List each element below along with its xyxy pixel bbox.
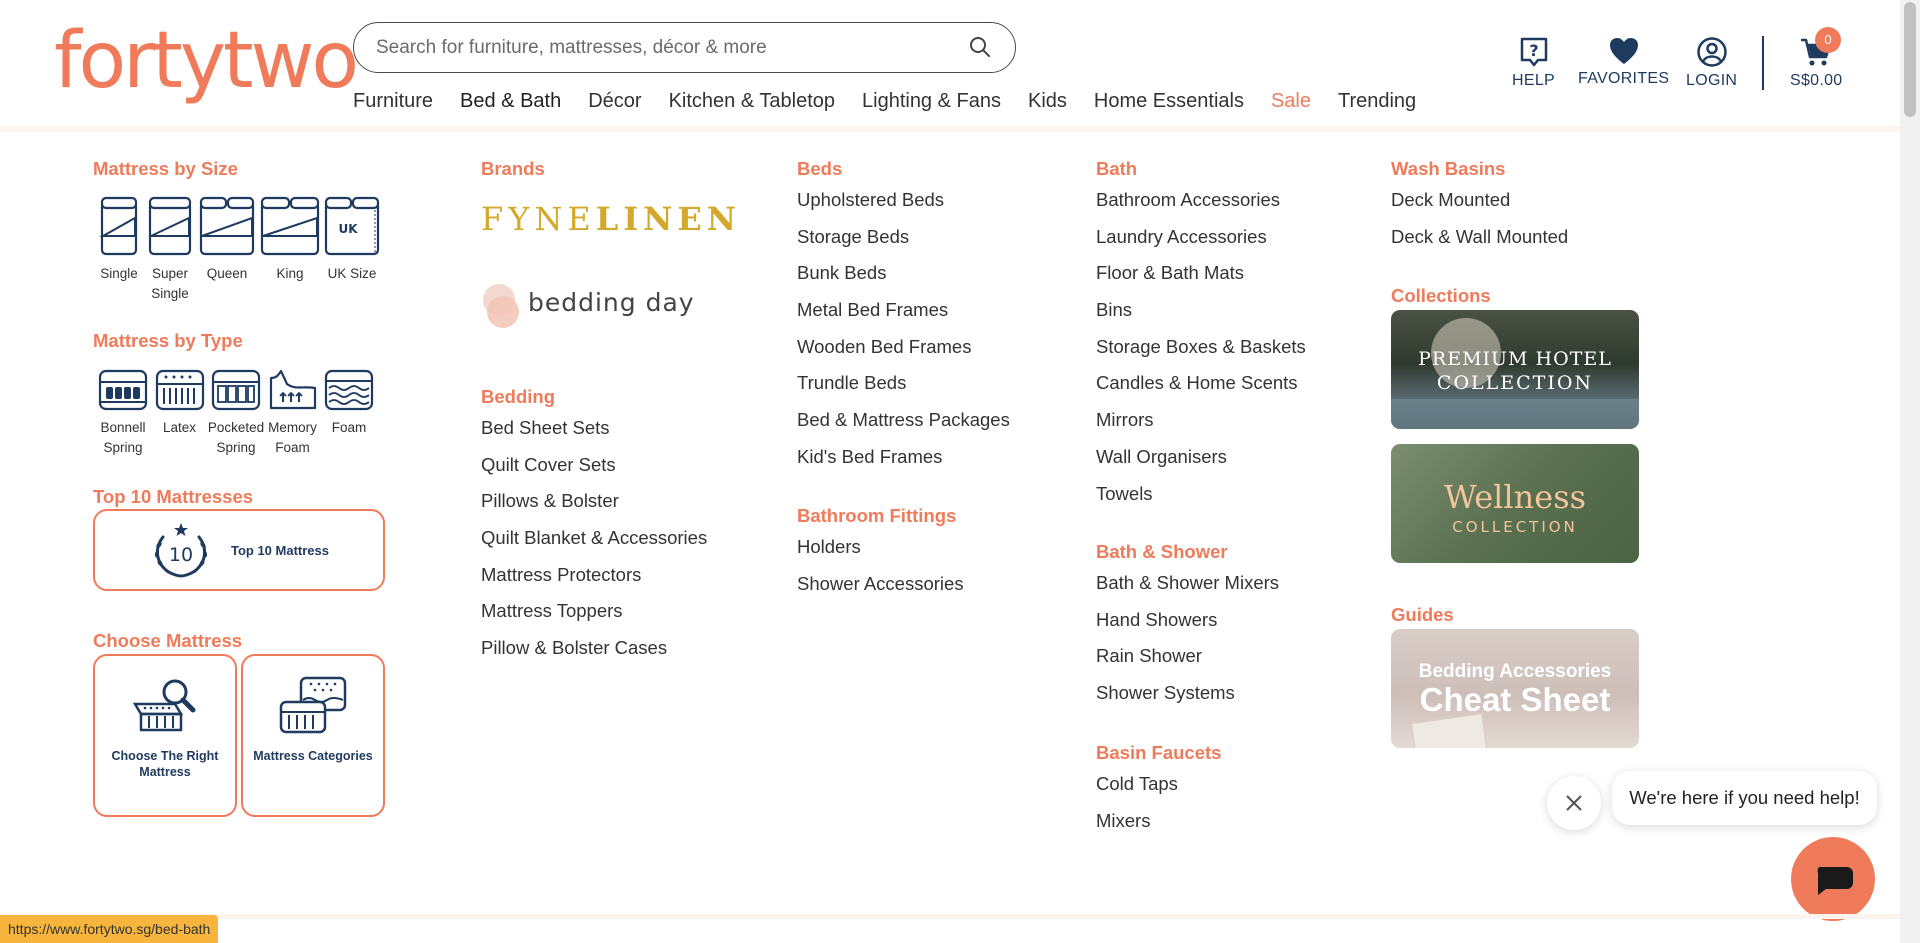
mattress-by-type-section [93, 330, 243, 352]
nav-kids[interactable]: Kids [1027, 90, 1067, 112]
choose-right-mattress-card[interactable] [93, 654, 237, 817]
type-pocketed-spring[interactable] [207, 368, 265, 458]
link-shower-systems[interactable]: Shower Systems [1096, 682, 1235, 704]
help-link[interactable] [1512, 36, 1555, 90]
site-logo[interactable]: fortytwo [54, 16, 357, 106]
header-divider [1762, 36, 1764, 90]
choose-right-mattress-label: Choose The Right Mattress [111, 749, 219, 779]
collections-section [1391, 285, 1491, 307]
link-deck-mounted[interactable]: Deck Mounted [1391, 189, 1511, 210]
memory-foam-icon [267, 368, 319, 412]
link-wooden-bed-frames[interactable]: Wooden Bed Frames [797, 335, 972, 357]
user-icon [1696, 36, 1728, 68]
chat-dismiss-button[interactable] [1547, 776, 1601, 830]
type-latex[interactable] [152, 368, 207, 458]
type-memory-foam[interactable] [265, 368, 320, 458]
link-bath-shower-mixers[interactable]: Bath & Shower Mixers [1096, 572, 1280, 593]
top10-section [93, 486, 253, 508]
top10-number: 10 [168, 544, 194, 566]
wellness-collection-banner[interactable] [1391, 444, 1639, 563]
laurel-badge-icon [149, 519, 213, 581]
cart-total: S$0.00 [1790, 72, 1843, 89]
menu-bottom-border [0, 914, 1900, 919]
search-bar [353, 22, 1016, 73]
fynelinen-logo-a: FYNE [481, 200, 596, 238]
top10-heading[interactable]: Top 10 Mattresses [93, 486, 254, 507]
size-uk-label: UK Size [327, 266, 377, 281]
bedding-heading[interactable]: Bedding [481, 386, 555, 407]
favorites-link[interactable] [1578, 36, 1669, 88]
header-separator [0, 126, 1900, 132]
link-mixers[interactable]: Mixers [1096, 809, 1151, 831]
bathroom-fittings-links [797, 529, 964, 602]
type-bonnell-spring-label: Bonnell Spring [100, 420, 146, 455]
top10-mattress-card[interactable] [93, 509, 385, 591]
chat-prompt-bubble[interactable]: We're here if you need help! [1612, 771, 1877, 825]
link-kids-bed-frames[interactable]: Kid's Bed Frames [797, 445, 943, 467]
banner-pool-shape [1391, 399, 1639, 429]
beds-heading[interactable]: Beds [797, 158, 843, 179]
beds-links [797, 182, 1010, 476]
link-mattress-toppers[interactable]: Mattress Toppers [481, 600, 623, 622]
mattress-type-list [94, 368, 378, 458]
bonnell-spring-icon [97, 368, 149, 412]
bath-section [1096, 158, 1306, 512]
link-deck-wall-mounted[interactable]: Deck & Wall Mounted [1391, 225, 1569, 247]
wash-basins-links [1391, 182, 1568, 255]
king-mattress-icon [259, 196, 321, 258]
bedding-links [481, 410, 707, 667]
guides-heading[interactable]: Guides [1391, 604, 1454, 625]
bath-shower-links [1096, 565, 1279, 712]
search-icon[interactable] [969, 36, 991, 58]
link-shower-accessories[interactable]: Shower Accessories [797, 572, 964, 594]
queen-mattress-icon [198, 196, 256, 258]
link-storage-beds[interactable]: Storage Beds [797, 225, 910, 247]
link-wall-organisers[interactable]: Wall Organisers [1096, 445, 1227, 467]
page-scrollbar[interactable] [1900, 0, 1920, 943]
fynelinen-logo-b: LINEN [595, 200, 742, 238]
chat-bubble-icon [1791, 837, 1875, 921]
type-latex-label: Latex [162, 420, 197, 435]
help-label: HELP [1512, 72, 1555, 89]
chat-open-button[interactable] [1791, 837, 1875, 921]
link-towels[interactable]: Towels [1096, 482, 1153, 504]
premium-hotel-collection-banner[interactable] [1391, 310, 1639, 429]
mattress-categories-card[interactable] [241, 654, 385, 817]
link-laundry-accessories[interactable]: Laundry Accessories [1096, 225, 1267, 247]
nav-kitchen-tabletop[interactable]: Kitchen & Tabletop [668, 90, 835, 112]
pocketed-spring-icon [210, 368, 262, 412]
type-foam-label: Foam [331, 420, 367, 435]
type-pocketed-spring-label: Pocketed Spring [207, 420, 265, 455]
basin-faucets-heading[interactable]: Basin Faucets [1096, 742, 1222, 763]
nav-bed-bath[interactable]: Bed & Bath [460, 90, 562, 112]
link-status-bar: https://www.fortytwo.sg/bed-bath [0, 915, 218, 943]
link-candles-home-scents[interactable]: Candles & Home Scents [1096, 372, 1298, 394]
uk-mattress-icon [323, 196, 381, 258]
fynelinen-logo[interactable] [481, 200, 741, 238]
link-quilt-cover-sets[interactable]: Quilt Cover Sets [481, 453, 616, 475]
size-king[interactable] [258, 196, 322, 304]
link-hand-showers[interactable]: Hand Showers [1096, 608, 1218, 630]
premium-hotel-subtitle: COLLECTION [1436, 372, 1594, 394]
link-trundle-beds[interactable]: Trundle Beds [797, 372, 907, 394]
mattress-by-type-heading[interactable]: Mattress by Type [93, 330, 243, 351]
bath-heading[interactable]: Bath [1096, 158, 1138, 179]
nav-decor[interactable]: Décor [588, 90, 642, 112]
link-storage-boxes-baskets[interactable]: Storage Boxes & Baskets [1096, 335, 1306, 357]
beds-section [797, 158, 1010, 476]
svg-text:?: ? [1528, 41, 1539, 60]
single-mattress-icon [99, 196, 139, 258]
bedding-day-logo[interactable] [481, 280, 695, 337]
bedding-section [481, 386, 707, 667]
latex-icon [154, 368, 206, 412]
size-single-label: Single [100, 266, 138, 281]
nav-sale[interactable]: Sale [1270, 90, 1311, 112]
help-icon [1519, 36, 1549, 68]
bathroom-fittings-section [797, 505, 964, 602]
type-memory-foam-label: Memory Foam [268, 420, 317, 455]
guides-section [1391, 604, 1454, 626]
wellness-subtitle: COLLECTION [1452, 518, 1578, 536]
size-king-label: King [276, 266, 304, 281]
nav-furniture[interactable]: Furniture [353, 90, 434, 112]
type-foam[interactable] [320, 368, 378, 458]
bathroom-fittings-heading[interactable]: Bathroom Fittings [797, 505, 957, 526]
nav-lighting-fans[interactable]: Lighting & Fans [862, 90, 1001, 112]
bath-links [1096, 182, 1306, 512]
mattress-categories-label: Mattress Categories [253, 749, 373, 763]
link-upholstered-beds[interactable]: Upholstered Beds [797, 189, 945, 210]
mattress-size-list [94, 196, 382, 304]
login-link[interactable] [1686, 36, 1737, 90]
cheat-sheet-title: Bedding Accessories [1418, 661, 1612, 682]
link-mirrors[interactable]: Mirrors [1096, 409, 1154, 431]
size-super-single-label: Super Single [151, 266, 189, 301]
choose-mattress-section [93, 630, 242, 652]
nav-home-essentials[interactable]: Home Essentials [1093, 90, 1244, 112]
brands-heading[interactable]: Brands [481, 158, 545, 179]
nav-trending[interactable]: Trending [1337, 90, 1417, 112]
link-quilt-blanket-accessories[interactable]: Quilt Blanket & Accessories [481, 527, 708, 549]
foam-icon [323, 368, 375, 412]
uk-badge: UK [338, 222, 358, 236]
basin-faucets-links [1096, 766, 1221, 839]
main-nav [353, 90, 1443, 113]
super-single-mattress-icon [147, 196, 193, 258]
scrollbar-thumb[interactable] [1904, 2, 1916, 117]
link-bins[interactable]: Bins [1096, 299, 1132, 321]
size-queen-label: Queen [206, 266, 248, 281]
wash-basins-section [1391, 158, 1568, 255]
link-bunk-beds[interactable]: Bunk Beds [797, 262, 887, 284]
link-rain-shower[interactable]: Rain Shower [1096, 645, 1202, 667]
mattress-stack-icon [275, 674, 351, 738]
search-input[interactable] [374, 23, 968, 73]
cart-count-badge: 0 [1815, 27, 1841, 53]
close-icon [1547, 776, 1601, 830]
mattress-by-size-section [93, 158, 238, 180]
size-super-single[interactable] [144, 196, 196, 304]
bath-shower-heading[interactable]: Bath & Shower [1096, 541, 1228, 562]
link-floor-bath-mats[interactable]: Floor & Bath Mats [1096, 262, 1245, 284]
login-label: LOGIN [1686, 72, 1738, 89]
link-bed-mattress-packages[interactable]: Bed & Mattress Packages [797, 409, 1010, 431]
link-cold-taps[interactable]: Cold Taps [1096, 773, 1178, 794]
mattress-search-icon [129, 674, 201, 738]
top10-label: Top 10 Mattress [230, 542, 329, 558]
choose-mattress-heading[interactable]: Choose Mattress [93, 630, 243, 651]
heart-icon [1608, 36, 1640, 66]
brands-section [481, 158, 545, 180]
collections-heading[interactable]: Collections [1391, 285, 1491, 306]
favorites-label: FAVORITES [1578, 70, 1670, 87]
link-bed-sheet-sets[interactable]: Bed Sheet Sets [481, 417, 610, 438]
bath-shower-section [1096, 541, 1279, 712]
type-bonnell-spring[interactable] [94, 368, 152, 458]
mattress-by-size-heading[interactable]: Mattress by Size [93, 158, 238, 179]
cheat-sheet-subtitle: Cheat Sheet [1419, 681, 1611, 718]
bedding-cheat-sheet-banner[interactable] [1391, 629, 1639, 748]
link-holders[interactable]: Holders [797, 536, 861, 557]
link-pillows-bolster[interactable]: Pillows & Bolster [481, 490, 619, 512]
link-bathroom-accessories[interactable]: Bathroom Accessories [1096, 189, 1281, 210]
size-uk[interactable] [322, 196, 382, 304]
wellness-title: Wellness [1443, 478, 1587, 516]
link-mattress-protectors[interactable]: Mattress Protectors [481, 563, 642, 585]
size-single[interactable] [94, 196, 144, 304]
premium-hotel-title: PREMIUM HOTEL [1418, 348, 1612, 370]
size-queen[interactable] [196, 196, 258, 304]
wash-basins-heading[interactable]: Wash Basins [1391, 158, 1506, 179]
basin-faucets-section [1096, 742, 1221, 839]
bedding-day-text: bedding day [528, 288, 695, 317]
link-pillow-bolster-cases[interactable]: Pillow & Bolster Cases [481, 637, 668, 659]
link-metal-bed-frames[interactable]: Metal Bed Frames [797, 299, 949, 321]
bedding-day-mark-icon [481, 280, 527, 332]
